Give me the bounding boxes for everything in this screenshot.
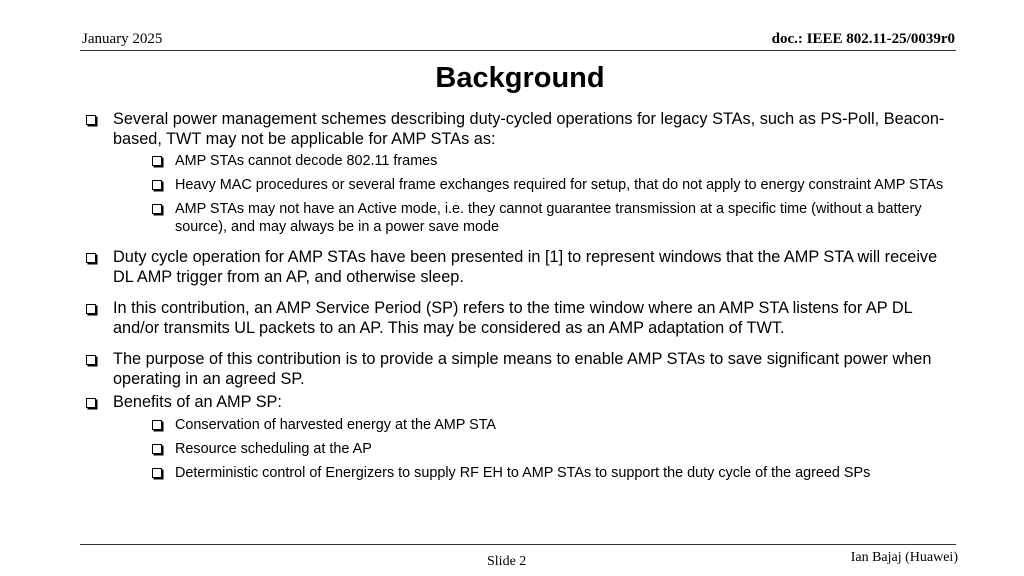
header-date: January 2025: [82, 31, 163, 47]
checkbox-bullet-icon: [86, 398, 96, 408]
sub-bullet-item: [84, 152, 954, 170]
sub-bullet-item: [84, 416, 954, 434]
checkbox-bullet-icon: [152, 180, 162, 190]
sub-bullet-text: Deterministic control of Energizers to supply RF EH to AMP STAs to support the duty cycle of the agreed SPs: [175, 464, 871, 481]
bullet-item: [84, 299, 954, 338]
sub-bullet-item: [84, 176, 954, 194]
slide-title: Background: [435, 62, 605, 94]
header-doc-id: doc.: IEEE 802.11-25/0039r0: [771, 31, 955, 47]
bullet-list: [84, 110, 954, 482]
bullet-item: [84, 393, 954, 413]
bullet-text: Several power management schemes describing duty-cycled operations for legacy STAs, such as PS-Poll, Beacon-based, TWT may not be applicable for AMP STAs as:: [113, 110, 945, 148]
sub-bullet-text: AMP STAs cannot decode 802.11 frames: [175, 153, 438, 169]
checkbox-bullet-icon: [86, 355, 96, 365]
sub-bullet-item: [84, 464, 954, 482]
sub-bullet-item: [84, 440, 954, 458]
bullet-item: [84, 248, 954, 287]
checkbox-bullet-icon: [152, 444, 162, 454]
checkbox-bullet-icon: [152, 468, 162, 478]
bullet-item: [84, 110, 954, 149]
header-rule: [80, 50, 956, 51]
bullet-text: Duty cycle operation for AMP STAs have been presented in [1] to represent windows that the AMP STA will receive DL AMP trigger from an AP, and otherwise sleep.: [113, 248, 938, 286]
checkbox-bullet-icon: [152, 156, 162, 166]
sub-bullet-text: AMP STAs may not have an Active mode, i.e. they cannot guarantee transmission at a specific time (without a battery source), and may always be in a power save mode: [175, 201, 922, 235]
checkbox-bullet-icon: [86, 253, 96, 263]
sub-bullet-text: Heavy MAC procedures or several frame exchanges required for setup, that do not apply to energy constraint AMP STAs: [175, 177, 944, 193]
footer-author: Ian Bajaj (Huawei): [850, 550, 958, 565]
bullet-item: [84, 350, 954, 389]
checkbox-bullet-icon: [152, 420, 162, 430]
sub-bullet-item: [84, 200, 954, 236]
bullet-text: Benefits of an AMP SP:: [113, 393, 282, 411]
slide-number: Slide 2: [487, 554, 527, 569]
checkbox-bullet-icon: [86, 304, 96, 314]
footer-rule: [80, 544, 956, 545]
bullet-text: In this contribution, an AMP Service Period (SP) refers to the time window where an AMP STA listens for AP DL and/or transmits UL packets to an AP. This may be considered as an AMP adaptation of TWT.: [113, 299, 913, 337]
checkbox-bullet-icon: [86, 115, 96, 125]
checkbox-bullet-icon: [152, 204, 162, 214]
sub-bullet-text: Conservation of harvested energy at the AMP STA: [175, 416, 497, 433]
bullet-text: The purpose of this contribution is to provide a simple means to enable AMP STAs to save significant power when operating in an agreed SP.: [113, 350, 932, 388]
sub-bullet-text: Resource scheduling at the AP: [175, 440, 372, 457]
